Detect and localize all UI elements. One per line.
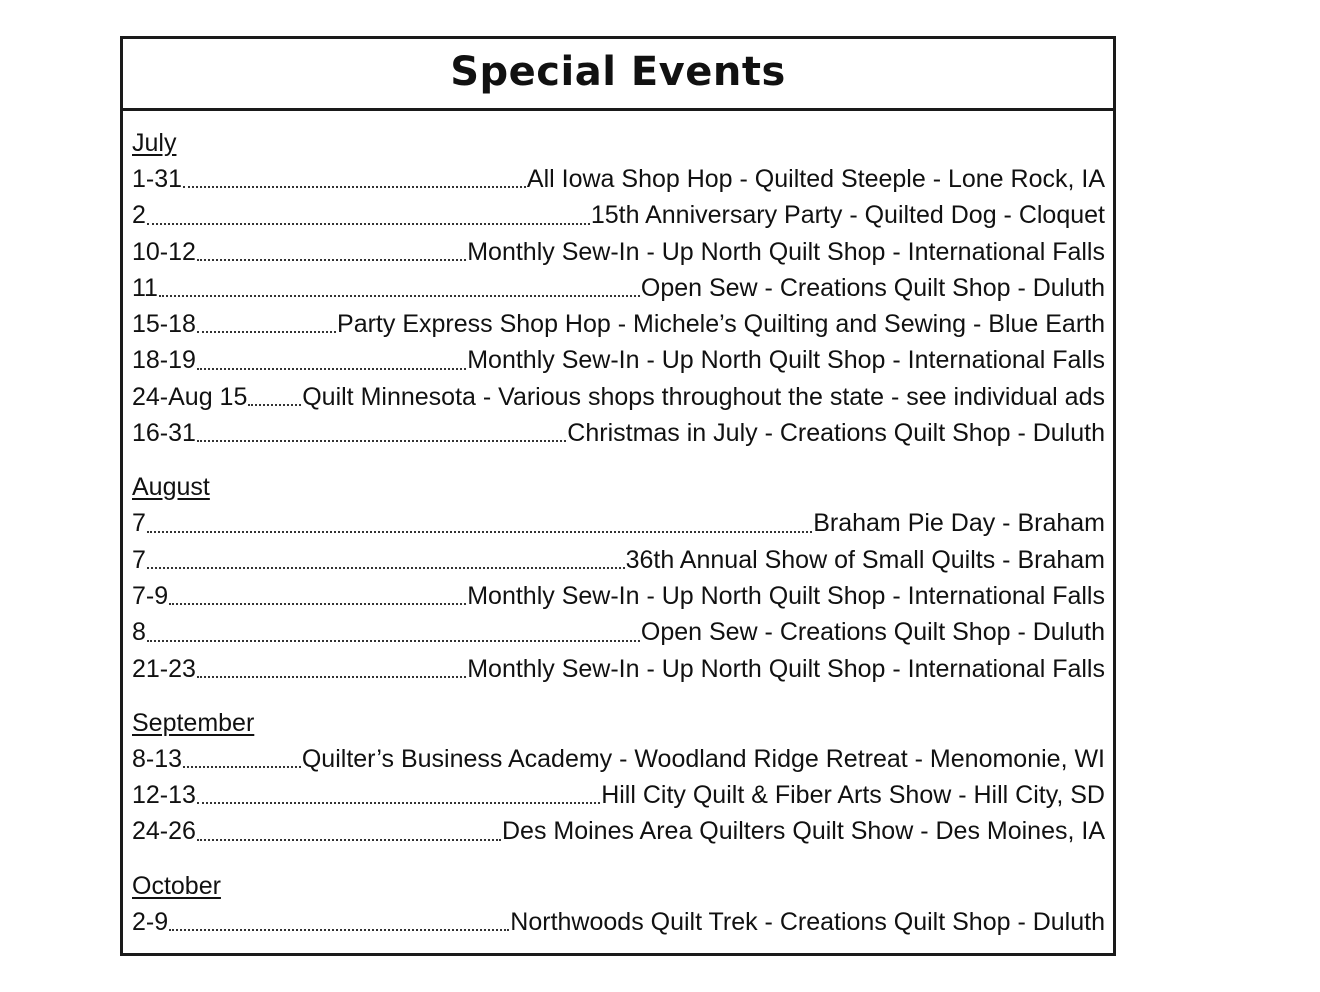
event-date: 12-13 — [132, 781, 196, 810]
month-heading: August — [132, 473, 210, 502]
month-section — [132, 868, 1105, 940]
event-date: 7 — [132, 509, 146, 538]
event-description: Party Express Shop Hop - Michele’s Quilting and Sewing - Blue Earth — [337, 310, 1105, 339]
event-row — [132, 161, 1105, 197]
dot-leader — [159, 295, 640, 297]
event-date: 7 — [132, 545, 146, 574]
dot-leader — [183, 186, 526, 188]
event-description: Christmas in July - Creations Quilt Shop - Duluth — [567, 419, 1105, 448]
event-description: Des Moines Area Quilters Quilt Show - Des Moines, IA — [501, 817, 1105, 846]
event-row — [132, 342, 1105, 378]
event-date: 24-Aug 15 — [132, 382, 248, 411]
dot-leader — [169, 929, 509, 931]
event-description: Monthly Sew-In - Up North Quilt Shop - International Falls — [467, 654, 1105, 683]
event-date: 18-19 — [132, 346, 196, 375]
event-description: Open Sew - Creations Quilt Shop - Duluth — [640, 618, 1105, 647]
event-date: 15-18 — [132, 310, 196, 339]
events-list — [123, 111, 1113, 940]
event-description: 36th Annual Show of Small Quilts - Braham — [625, 545, 1105, 574]
event-row — [132, 777, 1105, 813]
event-row — [132, 741, 1105, 777]
event-date: 7-9 — [132, 581, 169, 610]
events-box — [120, 36, 1116, 956]
event-row — [132, 813, 1105, 849]
dot-leader — [197, 368, 466, 370]
dot-leader — [183, 766, 301, 768]
event-description: All Iowa Shop Hop - Quilted Steeple - Lone Rock, IA — [526, 165, 1105, 193]
dot-leader — [169, 603, 466, 605]
event-description: 15th Anniversary Party - Quilted Dog - Cloquet — [590, 201, 1105, 230]
event-date: 10-12 — [132, 237, 196, 266]
event-description: Open Sew - Creations Quilt Shop - Duluth — [640, 273, 1105, 302]
dot-leader — [197, 331, 336, 333]
month-section — [132, 705, 1105, 850]
event-row — [132, 415, 1105, 451]
event-date: 8-13 — [132, 744, 183, 773]
event-row — [132, 270, 1105, 306]
event-row — [132, 505, 1105, 541]
dot-leader — [197, 440, 566, 442]
dot-leader — [147, 640, 640, 642]
page-title: Special Events — [450, 48, 786, 95]
event-date: 8 — [132, 618, 146, 647]
month-heading: September — [132, 708, 255, 737]
event-row — [132, 904, 1105, 940]
month-heading: July — [132, 129, 177, 157]
dot-leader — [197, 839, 501, 841]
dot-leader — [248, 404, 301, 406]
event-date: 11 — [132, 273, 158, 302]
event-date: 2-9 — [132, 907, 169, 936]
dot-leader — [197, 802, 600, 804]
event-date: 21-23 — [132, 654, 196, 683]
event-row — [132, 578, 1105, 614]
event-description: Monthly Sew-In - Up North Quilt Shop - International Falls — [467, 237, 1105, 266]
title-bar — [123, 39, 1113, 111]
dot-leader — [197, 259, 466, 261]
event-row — [132, 542, 1105, 578]
event-description: Northwoods Quilt Trek - Creations Quilt Shop - Duluth — [510, 907, 1105, 936]
dot-leader — [197, 676, 466, 678]
event-description: Quilt Minnesota - Various shops throughout the state - see individual ads — [302, 382, 1105, 411]
event-description: Hill City Quilt & Fiber Arts Show - Hill City, SD — [601, 781, 1105, 810]
event-date: 24-26 — [132, 817, 196, 846]
month-heading: October — [132, 871, 221, 900]
dot-leader — [147, 223, 590, 225]
event-row — [132, 197, 1105, 233]
event-row — [132, 306, 1105, 342]
event-description: Braham Pie Day - Braham — [813, 509, 1105, 538]
event-row — [132, 651, 1105, 687]
dot-leader — [147, 531, 812, 533]
month-section — [132, 125, 1105, 451]
event-row — [132, 379, 1105, 415]
event-date: 2 — [132, 201, 146, 230]
event-row — [132, 614, 1105, 650]
event-description: Monthly Sew-In - Up North Quilt Shop - International Falls — [467, 346, 1105, 375]
event-description: Quilter’s Business Academy - Woodland Ridge Retreat - Menomonie, WI — [301, 744, 1105, 773]
event-date: 16-31 — [132, 419, 196, 448]
dot-leader — [147, 567, 625, 569]
month-section — [132, 469, 1105, 686]
event-description: Monthly Sew-In - Up North Quilt Shop - International Falls — [467, 581, 1105, 610]
event-date: 1-31 — [132, 165, 183, 193]
event-row — [132, 234, 1105, 270]
